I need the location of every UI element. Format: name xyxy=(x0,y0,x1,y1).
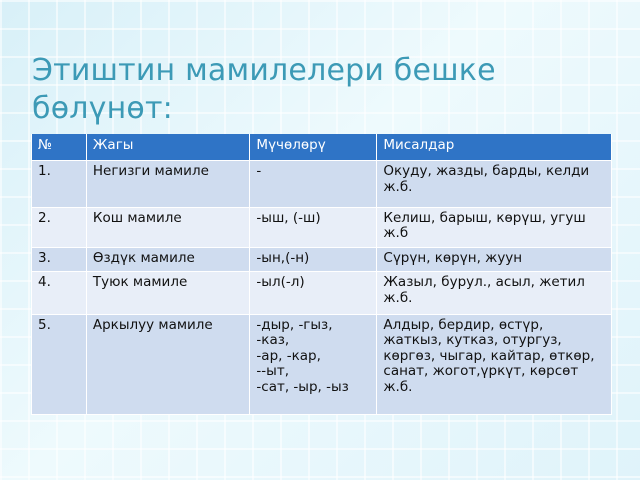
row-number: 4. xyxy=(32,272,87,315)
row-suffixes xyxy=(250,248,377,272)
header-suffixes: Мүчөлөрү xyxy=(250,134,377,161)
row-number: 2. xyxy=(32,207,87,247)
row-number: 1. xyxy=(32,161,87,208)
row-suffixes xyxy=(250,207,377,247)
row-examples xyxy=(377,272,612,315)
table-row xyxy=(32,314,612,414)
row-suffixes xyxy=(250,314,377,414)
examples-text: Жазыл, бурул., асыл, жетил ж.б. xyxy=(383,274,585,306)
row-type: Негизги мамиле xyxy=(86,161,250,208)
examples-text: Сүрүн, көрүн, жуун xyxy=(383,250,523,267)
row-examples xyxy=(377,161,612,208)
row-number: 3. xyxy=(32,248,87,272)
row-examples xyxy=(377,207,612,247)
row-examples xyxy=(377,248,612,272)
row-type: Аркылуу мамиле xyxy=(86,314,250,414)
table-row xyxy=(32,248,612,272)
header-number: № xyxy=(32,134,87,161)
row-type: Кош мамиле xyxy=(86,207,250,247)
suffix-line: -ар, -кар, xyxy=(256,347,321,364)
examples-text: Келиш, барыш, көрүш, угуш ж.б xyxy=(383,209,586,242)
suffix-line: -каз, xyxy=(256,332,290,349)
row-suffixes xyxy=(250,272,377,315)
table-row xyxy=(32,272,612,315)
suffix-line: -ын,(-н) xyxy=(256,250,310,267)
suffix-line: -ыл(-л) xyxy=(256,274,305,291)
table-row xyxy=(32,207,612,247)
suffix-line: --ыт, xyxy=(256,363,289,380)
verb-voice-table xyxy=(31,134,612,415)
header-type: Жагы xyxy=(86,134,250,161)
header-examples: Мисалдар xyxy=(377,134,612,161)
row-type: Туюк мамиле xyxy=(86,272,250,315)
suffix-line: -сат, -ыр, -ыз xyxy=(256,378,349,395)
row-number: 5. xyxy=(32,314,87,414)
table-row xyxy=(32,161,612,208)
examples-text: Окуду, жазды, барды, келди ж.б. xyxy=(383,163,590,195)
slide-title: Этиштин мамилелери бешке бөлүнөт: xyxy=(32,53,496,126)
examples-text: Алдыр, бердир, өстүр, жаткыз, кутказ, отургуз, көргөз, чыгар, кайтар, өткөр, санат, жогот,үркүт, көрсөт ж.б. xyxy=(383,316,595,395)
row-examples xyxy=(377,314,612,414)
row-type: Өздүк мамиле xyxy=(86,248,250,272)
suffix-line: -дыр, -гыз, xyxy=(256,316,333,333)
suffix-line: - xyxy=(256,163,262,179)
table-header-row xyxy=(32,134,612,161)
suffix-line: -ыш, (-ш) xyxy=(256,209,321,226)
row-suffixes xyxy=(250,161,377,208)
